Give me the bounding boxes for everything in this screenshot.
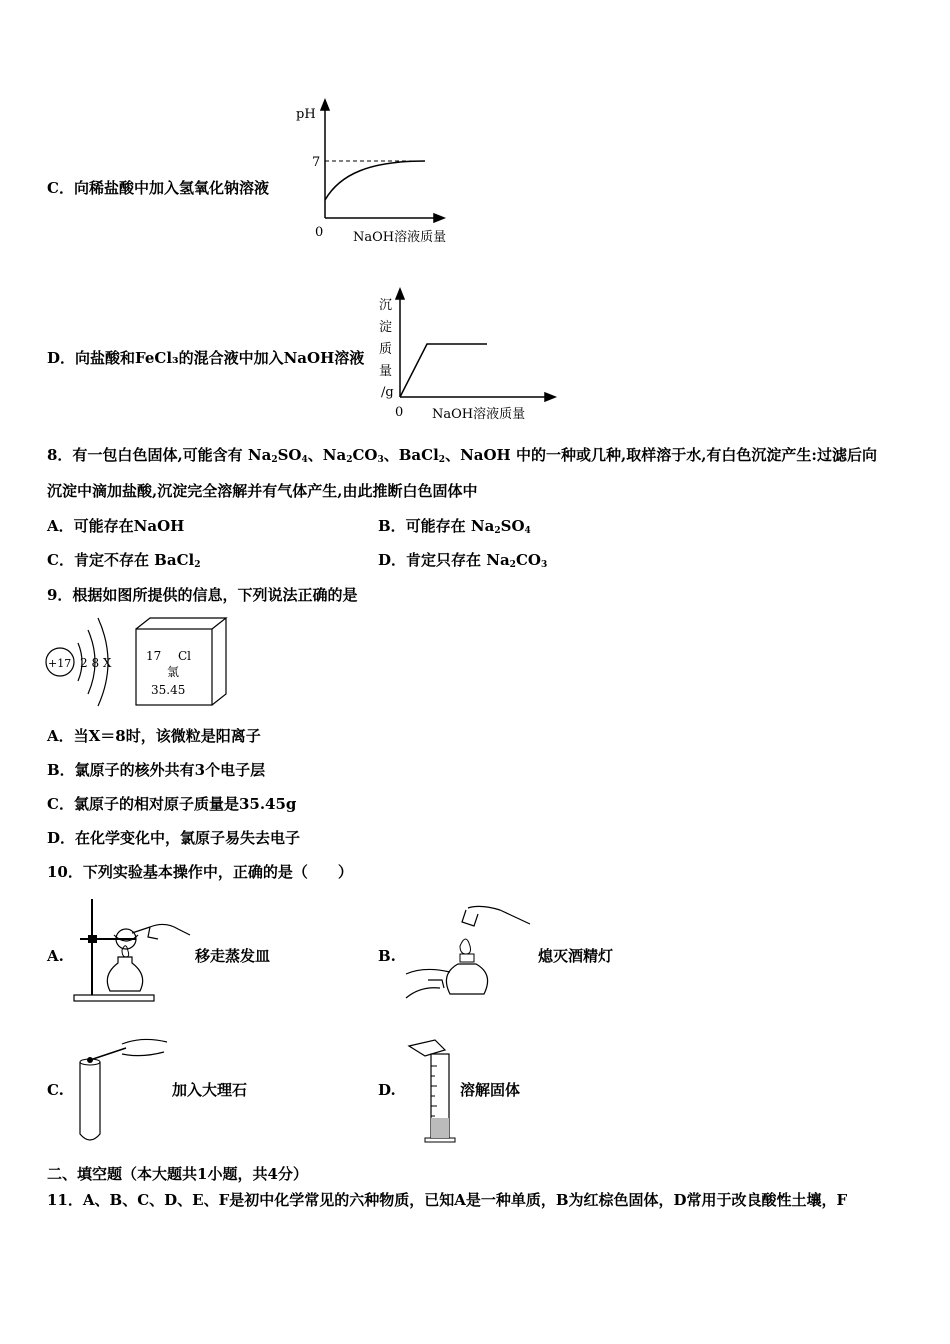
q10-option-c-letter: C. xyxy=(47,1081,64,1099)
precip-y-char-4: 量 xyxy=(379,364,393,379)
q10-option-b-caption: 熄灭酒精灯 xyxy=(538,947,614,965)
q8-option-d-prefix: D．肯定只存在 xyxy=(378,551,482,569)
q8-option-d: D．肯定只存在 $Na_2CO_3$ xyxy=(378,551,548,570)
ph-origin-label: 0 xyxy=(315,225,324,240)
element-symbol: Cl xyxy=(178,649,192,663)
chlorine-atom-diagram xyxy=(40,610,140,710)
ph-curve xyxy=(325,161,425,200)
q9-option-b: B．氯原子的核外共有3个电子层 xyxy=(47,761,266,779)
q10-stem: 10．下列实验基本操作中，正确的是（ ） xyxy=(47,863,353,881)
q7-option-c: C．向稀盐酸中加入氢氧化钠溶液 xyxy=(47,179,269,197)
q10-option-a-caption: 移走蒸发皿 xyxy=(195,947,271,965)
q8-option-b-prefix: B．可能存在 xyxy=(378,517,466,535)
section-heading: 二、填空题（本大题共1小题，共4分） xyxy=(47,1165,308,1183)
element-mass: 35.45 xyxy=(151,683,186,697)
periodic-table-cell xyxy=(133,615,233,710)
evaporating-dish-illustration xyxy=(70,895,195,1005)
element-number: 17 xyxy=(146,649,162,663)
q10-option-d-caption: 溶解固体 xyxy=(460,1081,521,1099)
alcohol-lamp-illustration xyxy=(400,902,540,1007)
q9-option-d: D．在化学变化中，氯原子易失去电子 xyxy=(47,829,301,847)
ph-chart xyxy=(280,96,480,246)
q9-stem: 9．根据如图所提供的信息，下列说法正确的是 xyxy=(47,586,358,604)
q10-option-d-letter: D. xyxy=(378,1081,396,1099)
precip-y-char-1: 沉 xyxy=(379,298,393,313)
q8-stem-prefix: 8．有一包白色固体,可能含有 xyxy=(47,446,243,464)
precipitate-chart-axes xyxy=(396,289,555,401)
precip-origin-label: 0 xyxy=(395,405,404,420)
q9-option-a: A．当X＝8时，该微粒是阳离子 xyxy=(47,727,261,745)
precipitate-line xyxy=(400,344,487,397)
precip-y-char-2: 淀 xyxy=(379,320,393,335)
test-tube-marble-illustration xyxy=(72,1030,172,1145)
graduated-cylinder-illustration xyxy=(405,1036,465,1146)
q8-stem-line1: 8．有一包白色固体,可能含有 $Na_2SO_4$、$Na_2CO_3$、BaCl$_2$、NaOH 中的一种或几种,取样溶于水,有白色沉淀产生:过滤后向 xyxy=(47,446,877,465)
q9-option-c: C．氯原子的相对原子质量是35.45g xyxy=(47,795,297,813)
q11-stem: 11．A、B、C、D、E、F是初中化学常见的六种物质，已知A是一种单质，B为红棕色固体，D常用于改良酸性土壤，F xyxy=(47,1191,848,1209)
precipitate-chart xyxy=(375,285,575,425)
precip-x-axis-label: NaOH溶液质量 xyxy=(432,407,526,422)
nucleus-charge: +17 xyxy=(48,657,72,670)
ph-x-axis-label: NaOH溶液质量 xyxy=(353,230,447,245)
ph-tick-7: 7 xyxy=(312,155,321,170)
precip-y-char-3: 质 xyxy=(379,342,393,357)
q10-option-b-letter: B. xyxy=(378,947,396,965)
ph-y-axis-label: pH xyxy=(296,107,316,122)
element-name: 氯 xyxy=(167,665,180,679)
q8-option-c-prefix: C．肯定不存在 xyxy=(47,551,149,569)
q8-option-b: B．可能存在 $Na_2SO_4$ xyxy=(378,517,531,536)
q7-option-d-label: D．向盐酸和FeCl₃的混合液中加入NaOH溶液 xyxy=(47,349,365,367)
q8-stem-line2: 沉淀中滴加盐酸,沉淀完全溶解并有气体产生,由此推断白色固体中 xyxy=(47,482,478,500)
q8-option-a: A．可能存在NaOH xyxy=(47,517,185,535)
precip-y-char-5: /g xyxy=(381,385,394,400)
q7-option-d xyxy=(47,348,364,368)
q8-stem-mid: 中的一种或几种,取样溶于水,有白色沉淀产生:过滤后向 xyxy=(515,446,877,464)
q10-option-a-letter: A. xyxy=(47,947,64,965)
shell-electrons: 2 8 X xyxy=(80,656,112,670)
q10-option-c-caption: 加入大理石 xyxy=(172,1081,248,1099)
q8-option-c: C．肯定不存在 BaCl$_2$ xyxy=(47,551,201,570)
